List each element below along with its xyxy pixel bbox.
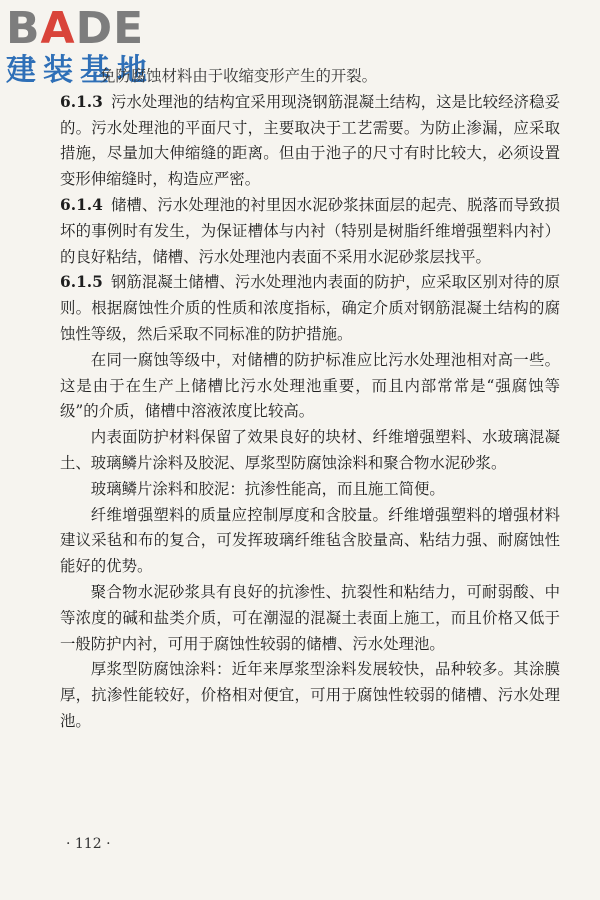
- section-number: 6.1.5: [60, 273, 103, 292]
- section-number: 6.1.4: [60, 195, 103, 214]
- paragraph: 内表面防护材料保留了效果良好的块材、纤维增强塑料、水玻璃混凝土、玻璃鳞片涂料及胶泥、厚浆型防腐蚀涂料和聚合物水泥砂浆。: [60, 428, 560, 472]
- paragraph: 玻璃鳞片涂料和胶泥：抗渗性能高，而且施工简便。: [90, 479, 445, 498]
- paragraph: 厚浆型防腐蚀涂料：近年来厚浆型涂料发展较快，品种较多。其涂膜厚，抗渗性能较好，价格相对便宜，可用于腐蚀性较弱的储槽、污水处理池。: [60, 660, 560, 730]
- section-6-1-3: [60, 90, 560, 193]
- paragraph: 纤维增强塑料的质量应控制厚度和含胶量。纤维增强塑料的增强材料建议采毡和布的复合，可发挥玻璃纤维毡含胶量高、粘结力强、耐腐蚀性能好的优势。: [60, 505, 560, 576]
- paragraph: 在同一腐蚀等级中，对储槽的防护标准应比污水处理池相对高一些。这是由于在生产上储槽比污水处理池重要，而且内部常常是“强腐蚀等级”的介质，储槽中溶液浓度比较高。: [60, 350, 560, 421]
- watermark-brand: BADE: [6, 3, 145, 54]
- section-6-1-4: [60, 193, 560, 270]
- page-body: [60, 64, 560, 735]
- page-number: · 112 ·: [66, 836, 111, 852]
- paragraph-continuation: 免防腐蚀材料由于收缩变形产生的开裂。: [100, 67, 378, 85]
- section-text: 钢筋混凝土储槽、污水处理池内表面的防护，应采取区别对待的原则。根据腐蚀性介质的性质和浓度指标，确定介质对钢筋混凝土结构的腐蚀性等级，然后采取不同标准的防护措施。: [60, 273, 560, 343]
- paragraph: 聚合物水泥砂浆具有良好的抗渗性、抗裂性和粘结力，可耐弱酸、中等浓度的碱和盐类介质，可在潮湿的混凝土表面上施工，而且价格又低于一般防护内衬，可用于腐蚀性较弱的储槽、污水处理池。: [60, 582, 560, 653]
- section-text: 污水处理池的结构宜采用现浇钢筋混凝土结构，这是比较经济稳妥的。污水处理池的平面尺寸，主要取决于工艺需要。为防止渗漏，应采取措施，尽量加大伸缩缝的距离。但由于池子的尺寸有时比较大，必须设置变形伸缩缝时，构造应严密。: [60, 92, 560, 189]
- section-text: 储槽、污水处理池的衬里因水泥砂浆抹面层的起壳、脱落而导致损坏的事例时有发生，为保证槽体与内衬（特别是树脂纤维增强塑料内衬）的良好粘结，储槽、污水处理池内表面不采用水泥砂浆层找平。: [60, 195, 560, 266]
- section-number: 6.1.3: [60, 92, 103, 111]
- watermark-subtitle: 建装基地: [6, 53, 154, 88]
- section-6-1-5: [60, 270, 560, 347]
